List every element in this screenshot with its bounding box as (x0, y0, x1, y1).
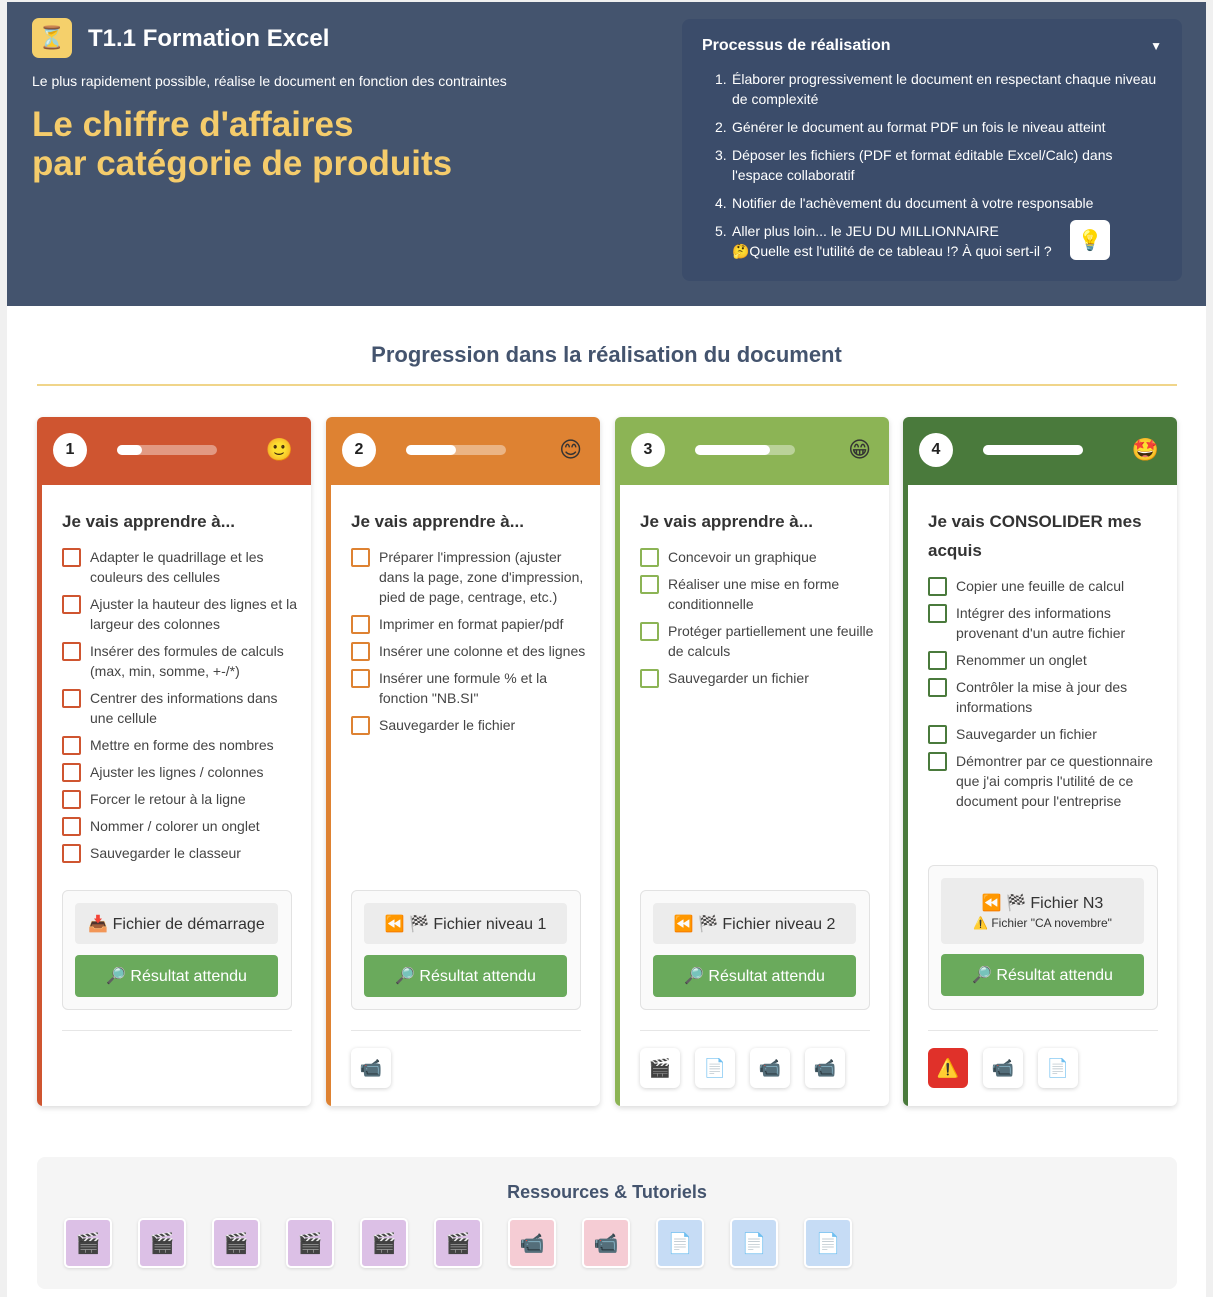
task-item (928, 576, 1168, 596)
file-download-button[interactable]: 📥 Fichier de démarrage (75, 903, 278, 944)
progress-bar (695, 445, 795, 455)
app-subtitle: Le plus rapidement possible, réalise le document en fonction des contraintes (32, 73, 507, 89)
file-download-button[interactable]: ⏪ 🏁 Fichier N3 ⚠️ Fichier "CA novembre" (941, 878, 1144, 944)
task-list (62, 547, 302, 870)
task-item (351, 715, 591, 735)
card-header (37, 417, 311, 485)
card-resources (640, 1048, 845, 1088)
task-label: Ajuster les lignes / colonnes (90, 764, 264, 780)
task-checkbox[interactable] (351, 669, 370, 688)
task-label: Insérer des formules de calculs (max, min, somme, +-/*) (90, 643, 284, 679)
task-item (351, 547, 591, 607)
task-list (640, 547, 880, 695)
app-title: T1.1 Formation Excel (88, 25, 330, 52)
section-title: Progression dans la réalisation du document (371, 342, 842, 367)
task-checkbox[interactable] (640, 622, 659, 641)
level-card-3 (615, 417, 889, 1106)
document-icon[interactable]: 📄 (695, 1048, 735, 1088)
card-heading: Je vais apprendre à... (640, 512, 813, 531)
document-icon[interactable]: 📄 (1038, 1048, 1078, 1088)
task-label: Intégrer des informations provenant d'un autre fichier (956, 605, 1126, 641)
clapperboard-icon[interactable]: 🎬 (360, 1218, 408, 1268)
video-camera-icon[interactable]: 📹 (351, 1048, 391, 1088)
task-label: Sauvegarder un fichier (668, 670, 809, 686)
task-label: Concevoir un graphique (668, 549, 817, 565)
progress-bar (406, 445, 506, 455)
task-item (640, 668, 880, 688)
video-camera-icon[interactable]: 📹 (508, 1218, 556, 1268)
card-body (903, 485, 1177, 1106)
card-body (326, 485, 600, 1106)
task-checkbox[interactable] (928, 752, 947, 771)
task-checkbox[interactable] (928, 577, 947, 596)
process-panel (682, 19, 1182, 281)
task-checkbox[interactable] (928, 651, 947, 670)
task-label: Nommer / colorer un onglet (90, 818, 260, 834)
title-line-2: par catégorie de produits (32, 144, 453, 183)
header (7, 2, 1206, 306)
process-step: 2. Générer le document au format PDF un fois le niveau atteint (715, 119, 1106, 135)
clapperboard-icon[interactable]: 🎬 (286, 1218, 334, 1268)
card-divider (351, 1030, 581, 1031)
card-body (615, 485, 889, 1106)
task-item (928, 724, 1168, 744)
task-item (640, 574, 880, 614)
task-label: Sauvegarder un fichier (956, 726, 1097, 742)
task-label: Ajuster la hauteur des lignes et la largeur des colonnes (90, 596, 298, 632)
task-label: Renommer un onglet (956, 652, 1087, 668)
task-checkbox[interactable] (62, 844, 81, 863)
card-divider (62, 1030, 292, 1031)
card-resources (928, 1048, 1078, 1088)
task-item (62, 789, 302, 809)
task-checkbox[interactable] (640, 548, 659, 567)
process-step: 4. Notifier de l'achèvement du document à votre responsable (715, 195, 1094, 211)
level-number: 2 (342, 433, 376, 467)
task-item (928, 677, 1168, 717)
task-item (62, 735, 302, 755)
file-download-button[interactable]: ⏪ 🏁 Fichier niveau 1 (364, 903, 567, 944)
card-header (615, 417, 889, 485)
level-number: 3 (631, 433, 665, 467)
clapperboard-icon[interactable]: 🎬 (640, 1048, 680, 1088)
task-checkbox[interactable] (62, 736, 81, 755)
task-checkbox[interactable] (928, 604, 947, 623)
video-camera-icon[interactable]: 📹 (983, 1048, 1023, 1088)
level-card-1 (37, 417, 311, 1106)
task-checkbox[interactable] (62, 763, 81, 782)
task-checkbox[interactable] (62, 790, 81, 809)
task-item (640, 621, 880, 661)
video-camera-icon[interactable]: 📹 (750, 1048, 790, 1088)
warning-icon[interactable]: ⚠️ (928, 1048, 968, 1088)
clapperboard-icon[interactable]: 🎬 (212, 1218, 260, 1268)
hourglass-icon: ⏳ (32, 18, 72, 58)
task-item (351, 668, 591, 708)
expected-result-button[interactable]: 🔎 Résultat attendu (364, 955, 567, 997)
task-checkbox[interactable] (62, 689, 81, 708)
task-checkbox[interactable] (351, 615, 370, 634)
chevron-down-icon[interactable]: ▼ (1150, 39, 1162, 53)
task-item (351, 614, 591, 634)
level-card-2 (326, 417, 600, 1106)
resources-list (64, 1218, 852, 1268)
process-step: 3. Déposer les fichiers (PDF et format éditable Excel/Calc) dans l'espace collaboratif (715, 147, 1113, 183)
video-camera-icon[interactable]: 📹 (582, 1218, 630, 1268)
progress-bar (983, 445, 1083, 455)
task-item (62, 688, 302, 728)
process-step: 5. Aller plus loin... le JEU DU MILLIONNAIRE 🤔Quelle est l'utilité de ce tableau !? À quoi sert-il ? (715, 223, 1052, 259)
task-list (928, 576, 1168, 818)
mood-emoji-icon: 🤩 (1131, 437, 1159, 462)
task-item (62, 816, 302, 836)
card-header (326, 417, 600, 485)
card-heading: Je vais apprendre à... (351, 512, 524, 531)
card-body (37, 485, 311, 1106)
task-label: Adapter le quadrillage et les couleurs des cellules (90, 549, 264, 585)
clapperboard-icon[interactable]: 🎬 (434, 1218, 482, 1268)
level-card-4 (903, 417, 1177, 1106)
task-checkbox[interactable] (640, 575, 659, 594)
card-divider (640, 1030, 870, 1031)
resources-title: Ressources & Tutoriels (507, 1182, 707, 1202)
file-buttons (351, 890, 581, 1010)
task-item (62, 762, 302, 782)
video-camera-icon[interactable]: 📹 (805, 1048, 845, 1088)
document-icon[interactable]: 📄 (730, 1218, 778, 1268)
task-checkbox[interactable] (351, 548, 370, 567)
task-checkbox[interactable] (928, 678, 947, 697)
task-checkbox[interactable] (928, 725, 947, 744)
document-icon[interactable]: 📄 (804, 1218, 852, 1268)
task-checkbox[interactable] (640, 669, 659, 688)
task-label: Contrôler la mise à jour des informations (956, 679, 1128, 715)
mood-emoji-icon: 🙂 (265, 437, 293, 462)
document-icon[interactable]: 📄 (656, 1218, 704, 1268)
task-label: Forcer le retour à la ligne (90, 791, 246, 807)
task-label: Centrer des informations dans une cellule (90, 690, 278, 726)
task-label: Sauvegarder le classeur (90, 845, 241, 861)
card-header (903, 417, 1177, 485)
section-divider (37, 384, 1177, 386)
expected-result-button[interactable]: 🔎 Résultat attendu (75, 955, 278, 997)
task-item (351, 641, 591, 661)
card-resources (351, 1048, 391, 1088)
expected-result-button[interactable]: 🔎 Résultat attendu (653, 955, 856, 997)
file-note: ⚠️ Fichier "CA novembre" (973, 915, 1112, 930)
task-checkbox[interactable] (62, 595, 81, 614)
task-checkbox[interactable] (351, 716, 370, 735)
task-label: Sauvegarder le fichier (379, 717, 516, 733)
task-label: Insérer une formule % et la fonction "NB.SI" (379, 670, 548, 706)
title-line-1: Le chiffre d'affaires (32, 105, 354, 144)
task-item (62, 594, 302, 634)
lightbulb-icon[interactable]: 💡 (1070, 220, 1110, 260)
task-list (351, 547, 591, 742)
task-label: Copier une feuille de calcul (956, 578, 1125, 594)
task-label: Réaliser une mise en forme conditionnelle (668, 576, 840, 612)
level-number: 4 (919, 433, 953, 467)
expected-result-button[interactable]: 🔎 Résultat attendu (941, 954, 1144, 996)
mood-emoji-icon: 😁 (848, 437, 871, 462)
file-download-button[interactable]: ⏪ 🏁 Fichier niveau 2 (653, 903, 856, 944)
task-item (62, 547, 302, 587)
resources-panel (37, 1157, 1177, 1289)
mood-emoji-icon: 😊 (559, 437, 582, 462)
task-item (62, 641, 302, 681)
file-buttons (62, 890, 292, 1010)
clapperboard-icon[interactable]: 🎬 (138, 1218, 186, 1268)
process-title: Processus de réalisation (702, 37, 891, 54)
process-step: 1. Élaborer progressivement le document en respectant chaque niveau de complexité (715, 71, 1157, 107)
task-label: Protéger partiellement une feuille de calculs (668, 623, 874, 659)
clapperboard-icon[interactable]: 🎬 (64, 1218, 112, 1268)
task-item (928, 650, 1168, 670)
card-divider (928, 1030, 1158, 1031)
task-checkbox[interactable] (62, 642, 81, 661)
task-label: Insérer une colonne et des lignes (379, 643, 586, 659)
file-buttons (640, 890, 870, 1010)
task-checkbox[interactable] (62, 817, 81, 836)
task-checkbox[interactable] (62, 548, 81, 567)
task-label: Mettre en forme des nombres (90, 737, 274, 753)
task-checkbox[interactable] (351, 642, 370, 661)
level-number: 1 (53, 433, 87, 467)
task-item (928, 603, 1168, 643)
task-item (640, 547, 880, 567)
card-heading: Je vais apprendre à... (62, 512, 235, 531)
page (7, 2, 1206, 1297)
card-heading: Je vais CONSOLIDER mes acquis (928, 512, 1142, 560)
task-label: Démontrer par ce questionnaire que j'ai compris l'utilité de ce document pour l'entreprise (956, 753, 1153, 809)
task-item (62, 843, 302, 863)
task-label: Imprimer en format papier/pdf (379, 616, 564, 632)
task-item (928, 751, 1168, 811)
progress-bar (117, 445, 217, 455)
page-title (32, 105, 452, 183)
file-buttons (928, 865, 1158, 1010)
task-label: Préparer l'impression (ajuster dans la page, zone d'impression, pied de page, centrage, etc.) (379, 549, 584, 605)
